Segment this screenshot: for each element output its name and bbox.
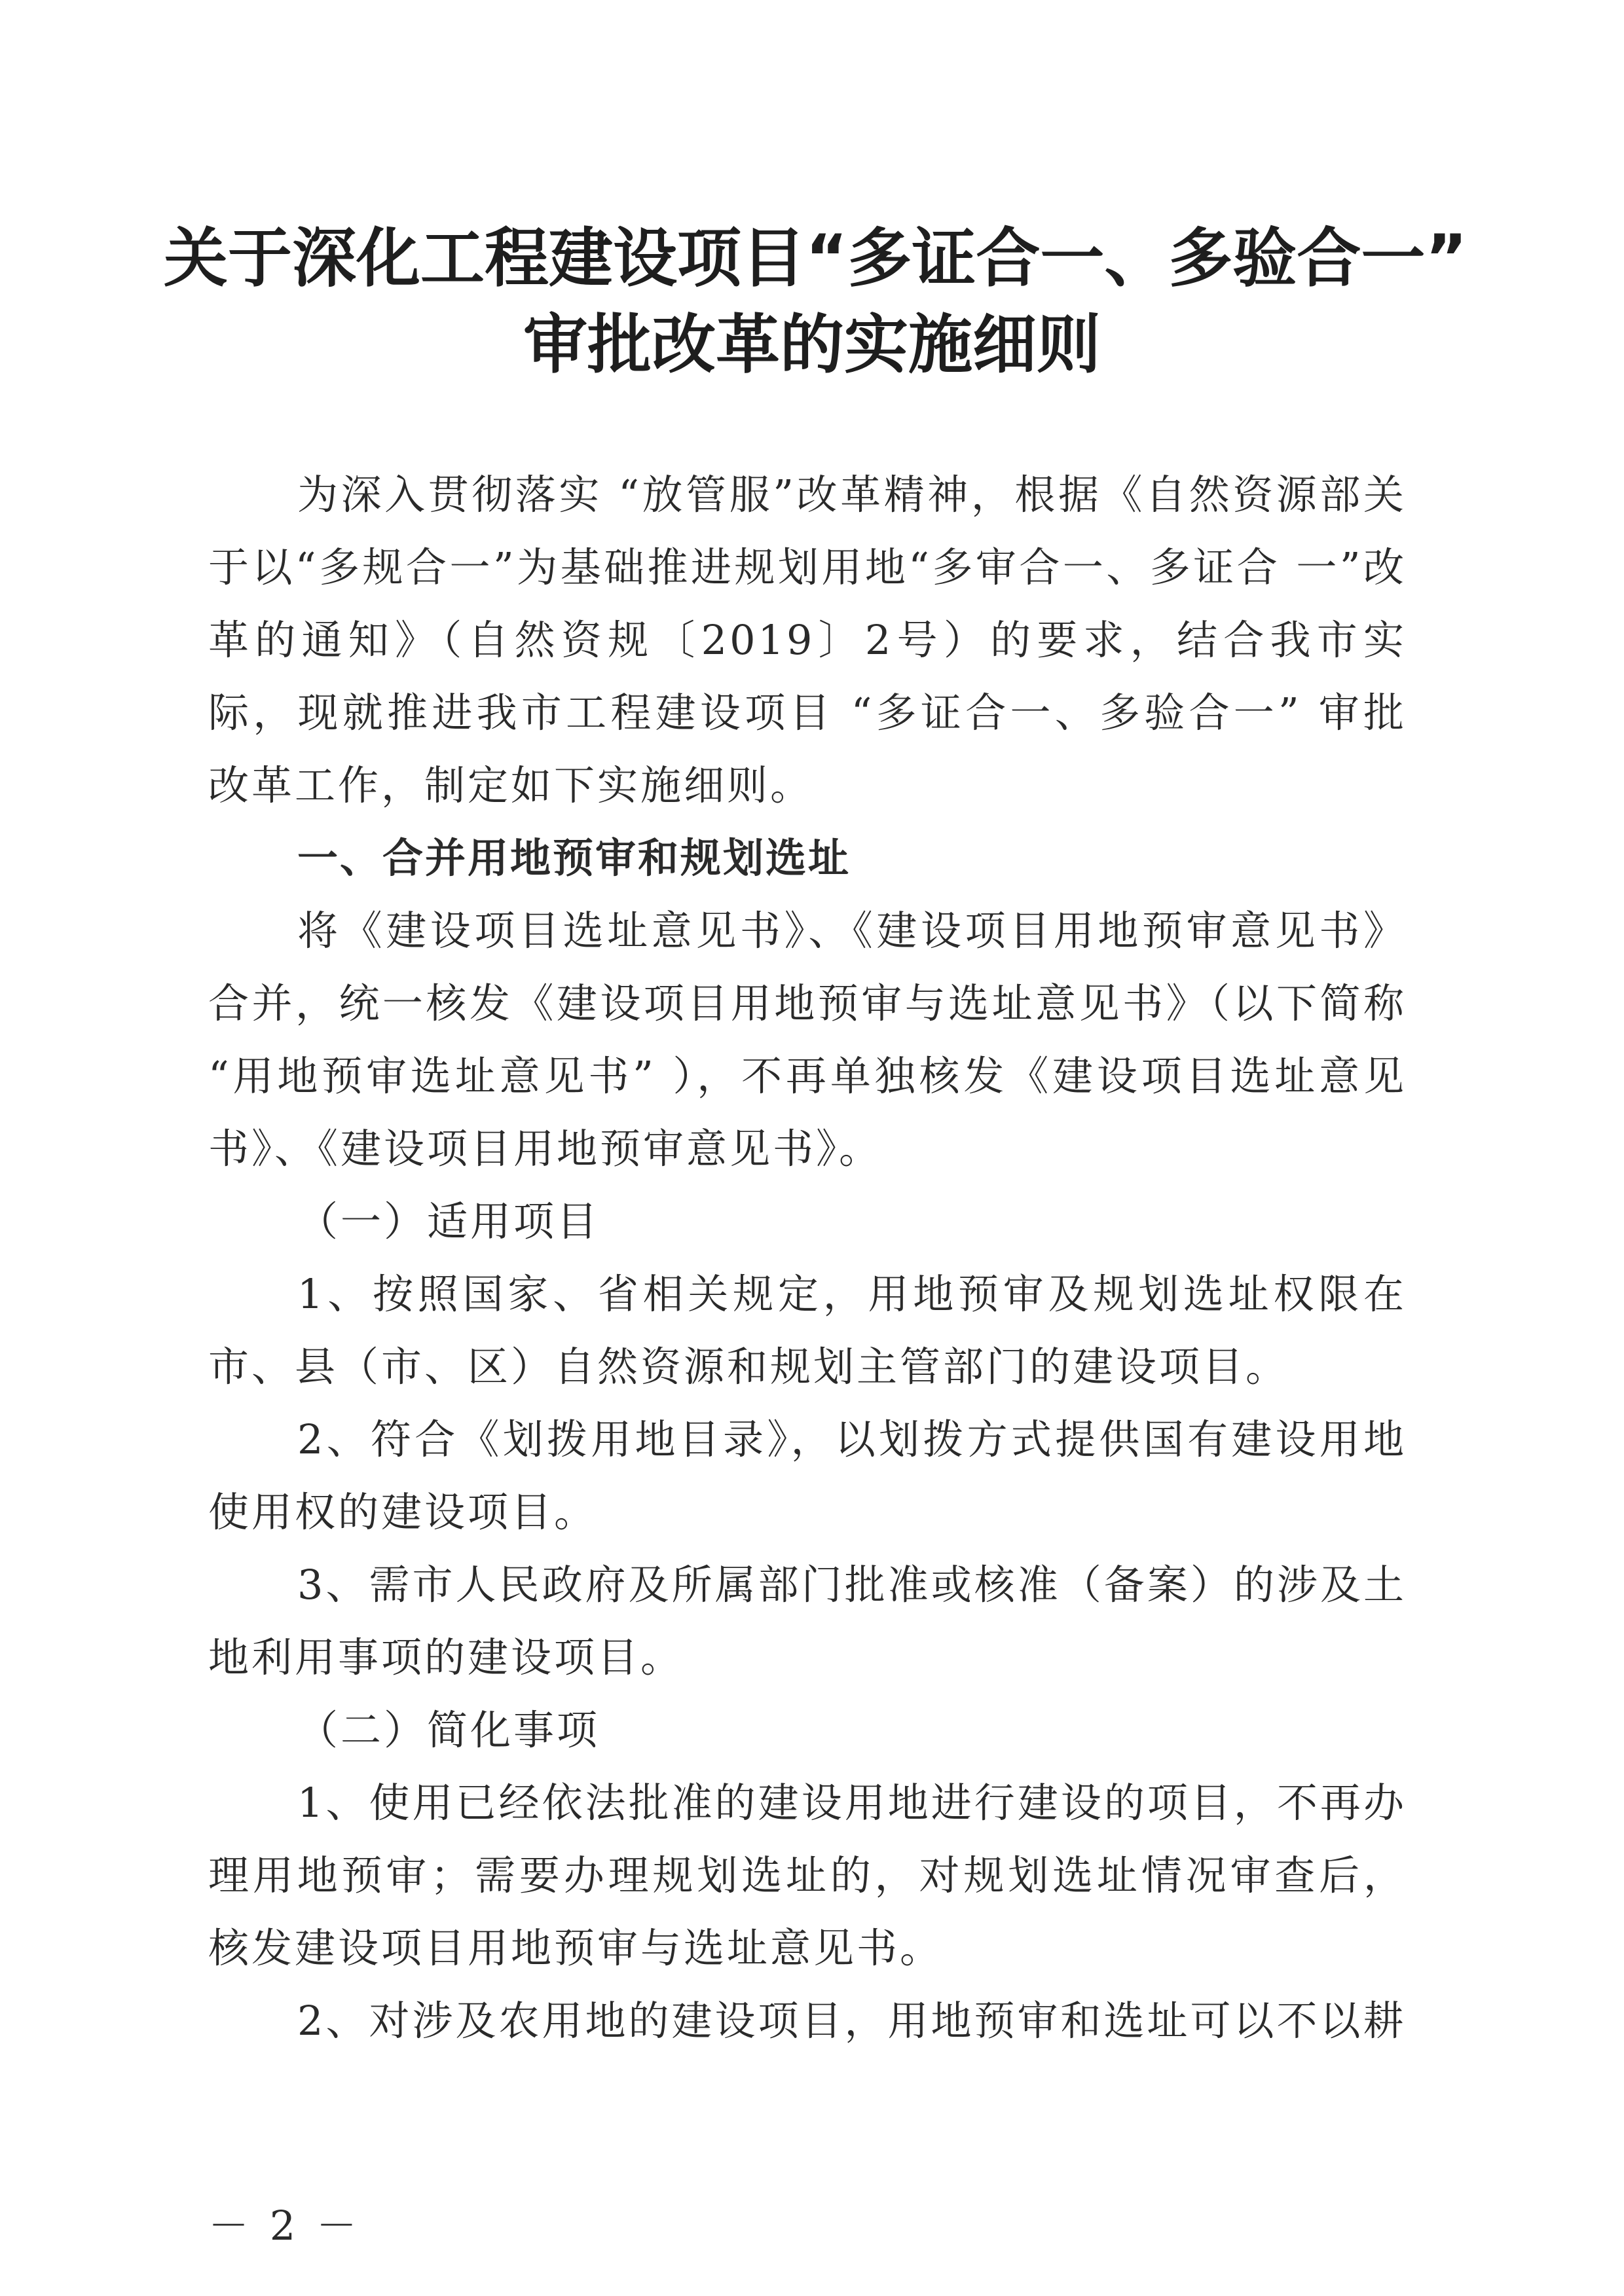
paragraph-item-3: 3、需市人民政府及所属部门批准或核准（备案）的涉及土地利用事项的建设项目。: [208, 1561, 1407, 1681]
document-body: [208, 458, 1407, 2057]
subsection-heading-simplified: （二）简化事项: [297, 1706, 600, 1754]
document-title-line-2: 审批改革的实施细则: [523, 308, 1101, 382]
paragraph-intro: 为深入贯彻落实 “放管服”改革精神，根据《自然资源部关于以“多规合一”为基础推进规划用地“多审合一、多证合 一”改革的通知》（自然资规〔2019〕2号）的要求，结合我市实际，现就推进我市工程建设项目 “多证合一、多验合一” 审批改革工作，制定如下实施细则。: [208, 471, 1407, 809]
paragraph-item-1: 1、按照国家、省相关规定，用地预审及规划选址权限在市、县（市、区）自然资源和规划主管部门的建设项目。: [208, 1270, 1407, 1391]
paragraph-item-2: 2、符合《划拨用地目录》，以划拨方式提供国有建设用地使用权的建设项目。: [208, 1415, 1407, 1536]
paragraph-merge: 将《建设项目选址意见书》、《建设项目用地预审意见书》合并，统一核发《建设项目用地预审与选址意见书》（以下简称 “用地预审选址意见书” ），不再单独核发《建设项目选址意见书》、《建设项目用地预审意见书》。: [208, 907, 1407, 1173]
document-title-line-1: 关于深化工程建设项目“多证合一、多验合一”: [164, 221, 1467, 296]
paragraph-simplified-2: 2、对涉及农用地的建设项目，用地预审和选址可以不以耕: [297, 1997, 1407, 2045]
paragraph-simplified-1: 1、使用已经依法批准的建设用地进行建设的项目，不再办理用地预审；需要办理规划选址的，对规划选址情况审查后，核发建设项目用地预审与选址意见书。: [208, 1779, 1407, 1972]
page-number: － 2 －: [208, 2202, 361, 2250]
section-heading-1: 一、合并用地预审和规划选址: [297, 834, 851, 882]
subsection-heading-applicable: （一）适用项目: [297, 1197, 600, 1245]
